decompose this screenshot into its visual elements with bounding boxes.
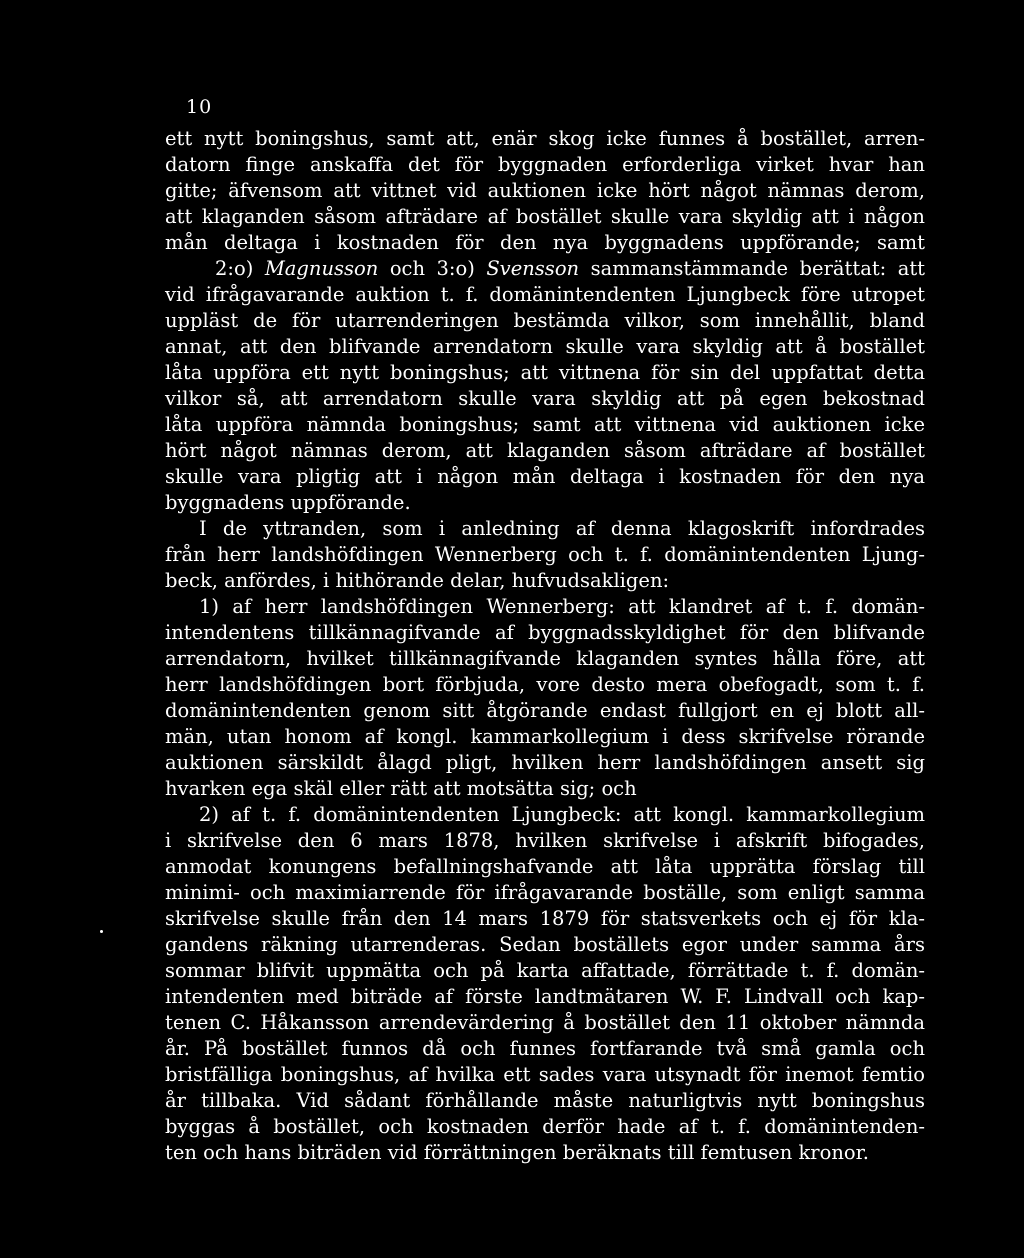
page-number: 10: [186, 96, 213, 118]
text-line: skulle vara pligtig att i någon mån deltaga i kostnaden för den nya: [165, 465, 925, 488]
text-line: auktionen särskildt ålagd pligt, hvilken herr landshöfdingen ansett sig: [165, 751, 925, 774]
text-line: gitte; äfvensom att vittnet vid auktionen icke hört något nämnas derom,: [165, 179, 925, 202]
text-line-witnesses: [165, 256, 925, 282]
text-line: ten och hans biträden vid förrättningen beräknats till femtusen kronor.: [165, 1141, 870, 1164]
text-line: hört något nämnas derom, att klaganden såsom afträdare af bostället: [165, 439, 925, 462]
text-line: 1) af herr landshöfdingen Wennerberg: att klandret af t. f. domän-: [199, 595, 925, 618]
text-line: minimi- och maximiarrende för ifrågavarande boställe, som enligt samma: [165, 881, 925, 904]
text-line: domänintendenten genom sitt åtgörande endast fullgjort en ej blott all-: [165, 699, 925, 722]
text-line: i skrifvelse den 6 mars 1878, hvilken skrifvelse i afskrift bifogades,: [165, 829, 925, 852]
text-line: arrendatorn, hvilket tillkännagifvande klaganden syntes hålla före, att: [165, 647, 925, 670]
body-text: [165, 126, 925, 1166]
text-line: uppläst de för utarrenderingen bestämda vilkor, som innehållit, bland: [165, 309, 925, 332]
text-line: sommar blifvit uppmätta och på karta affattade, förrättade t. f. domän-: [165, 959, 925, 982]
text-line: hvarken ega skäl eller rätt att motsätta sig; och: [165, 777, 637, 800]
text-line: gandens räkning utarrenderas. Sedan boställets egor under samma års: [165, 933, 925, 956]
text-line: mån deltaga i kostnaden för den nya byggnadens uppförande; samt: [165, 231, 925, 254]
enum-3: och 3:o): [389, 257, 475, 280]
text-line: annat, att den blifvande arrendatorn skulle vara skyldig att å bostället: [165, 335, 925, 358]
text-line: vid ifrågavarande auktion t. f. domänintendenten Ljungbeck före utropet: [165, 283, 925, 306]
text-line: herr landshöfdingen bort förbjuda, vore desto mera obefogadt, som t. f.: [165, 673, 925, 696]
text-line: låta uppföra nämnda boningshus; samt att vittnena vid auktionen icke: [165, 413, 925, 436]
text-line: byggnadens uppförande.: [165, 491, 411, 514]
text-line: beck, anfördes, i hithörande delar, hufvudsakligen:: [165, 569, 670, 592]
scan-speck: [100, 930, 103, 933]
text-line: 2) af t. f. domänintendenten Ljungbeck: att kongl. kammarkollegium: [199, 803, 925, 826]
text-line: vilkor så, att arrendatorn skulle vara skyldig att på egen bekostnad: [165, 387, 925, 410]
text-line: bristfälliga boningshus, af hvilka ett sades vara utsynadt för inemot femtio: [165, 1063, 925, 1086]
text-line: anmodat konungens befallningshafvande att låta upprätta förslag till: [165, 855, 925, 878]
text-line: från herr landshöfdingen Wennerberg och t. f. domänintendenten Ljung-: [165, 543, 925, 566]
text-fragment: sammanstämmande berättat: att: [590, 257, 925, 280]
witness-name: Svensson: [486, 257, 580, 280]
text-line: år tillbaka. Vid sådant förhållande måste naturligtvis nytt boningshus: [165, 1089, 925, 1112]
enum-2: 2:o): [215, 257, 254, 280]
text-line: byggas å bostället, och kostnaden derför hade af t. f. domänintenden-: [165, 1115, 925, 1138]
text-line: att klaganden såsom afträdare af bostället skulle vara skyldig att i någon: [165, 205, 925, 228]
text-line: låta uppföra ett nytt boningshus; att vittnena för sin del uppfattat detta: [165, 361, 925, 384]
witness-name: Magnusson: [264, 257, 379, 280]
text-line: tenen C. Håkansson arrendevärdering å bostället den 11 oktober nämnda: [165, 1011, 925, 1034]
text-line: skrifvelse skulle från den 14 mars 1879 för statsverkets och ej för kla-: [165, 907, 925, 930]
text-line: år. På bostället funnos då och funnes fortfarande två små gamla och: [165, 1037, 925, 1060]
text-line: män, utan honom af kongl. kammarkollegium i dess skrifvelse rörande: [165, 725, 925, 748]
text-line: intendentens tillkännagifvande af byggnadsskyldighet för den blifvande: [165, 621, 925, 644]
text-line: intendenten med biträde af förste landtmätaren W. F. Lindvall och kap-: [165, 985, 925, 1008]
text-line: I de yttranden, som i anledning af denna klagoskrift infordrades: [199, 517, 925, 540]
text-line: datorn finge anskaffa det för byggnaden erforderliga virket hvar han: [165, 153, 925, 176]
text-line: ett nytt boningshus, samt att, enär skog icke funnes å bostället, arren-: [165, 127, 925, 150]
